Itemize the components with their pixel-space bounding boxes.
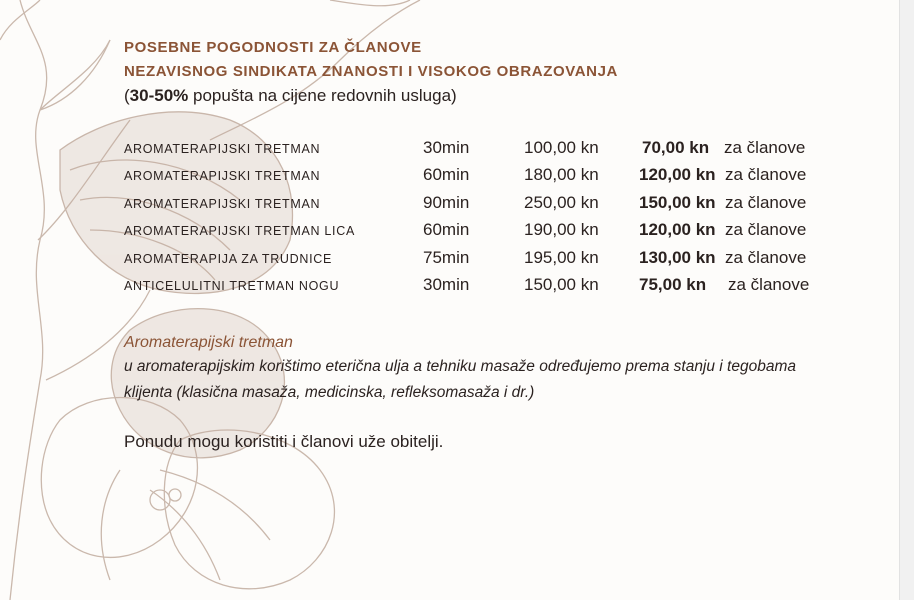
title-line-1: POSEBNE POGODNOSTI ZA ČLANOVE [124,39,422,56]
regular-price: 190,00 kn [524,220,599,240]
page-edge [899,0,914,600]
regular-price: 195,00 kn [524,247,599,267]
info-text-line-2: klijenta (klasična masaža, medicinska, refleksomasaža i dr.) [124,384,535,402]
member-price: 70,00 kn [642,138,710,157]
price-row [124,138,874,165]
price-row [124,275,874,302]
member-price: 130,00 kn [639,247,716,267]
info-text [124,354,824,406]
discount-line [124,86,874,106]
family-note: Ponudu mogu koristiti i članovi uže obitelji. [124,432,444,452]
price-row [124,193,874,220]
discount-percent: 30-50% [129,86,189,105]
document-content [124,36,874,452]
regular-price: 250,00 kn [524,192,599,212]
treatment-name: AROMATERAPIJA ZA TRUDNICE [124,251,333,266]
price-row [124,165,874,192]
member-suffix: za članove [725,247,807,267]
treatment-name: AROMATERAPIJSKI TRETMAN [124,196,321,211]
price-table [124,138,874,302]
member-suffix: za članove [728,274,810,294]
info-text-line-1: u aromaterapijskim korištimo eterična ulja a tehniku masaže određujemo prema stanju i tegobama [124,358,796,376]
regular-price: 150,00 kn [524,274,599,294]
treatment-duration: 30min [423,274,470,294]
regular-price: 100,00 kn [524,138,599,157]
treatment-duration: 90min [423,192,470,212]
member-suffix: za članove [725,165,807,185]
treatment-name: AROMATERAPIJSKI TRETMAN [124,142,321,156]
discount-open-paren: ( [124,86,130,105]
treatment-name: ANTICELULITNI TRETMAN NOGU [124,278,340,293]
member-price: 120,00 kn [639,220,716,240]
info-title: Aromaterapijski tretman [124,334,293,352]
treatment-name: AROMATERAPIJSKI TRETMAN LICA [124,224,355,239]
member-suffix: za članove [724,138,806,157]
treatment-duration: 60min [423,165,470,185]
treatment-duration: 75min [423,247,470,267]
member-suffix: za članove [725,220,807,240]
price-row [124,220,874,247]
treatment-name: AROMATERAPIJSKI TRETMAN [124,169,321,184]
member-price: 150,00 kn [639,192,716,212]
treatment-duration: 60min [423,220,470,240]
price-row [124,248,874,275]
regular-price: 180,00 kn [524,165,599,185]
member-price: 75,00 kn [639,274,707,294]
member-price: 120,00 kn [639,165,716,185]
discount-text: popušta na cijene redovnih usluga) [188,86,457,105]
treatment-duration: 30min [423,138,470,157]
title-line-2: NEZAVISNOG SINDIKATA ZNANOSTI I VISOKOG OBRAZOVANJA [124,63,618,80]
member-suffix: za članove [725,192,807,212]
